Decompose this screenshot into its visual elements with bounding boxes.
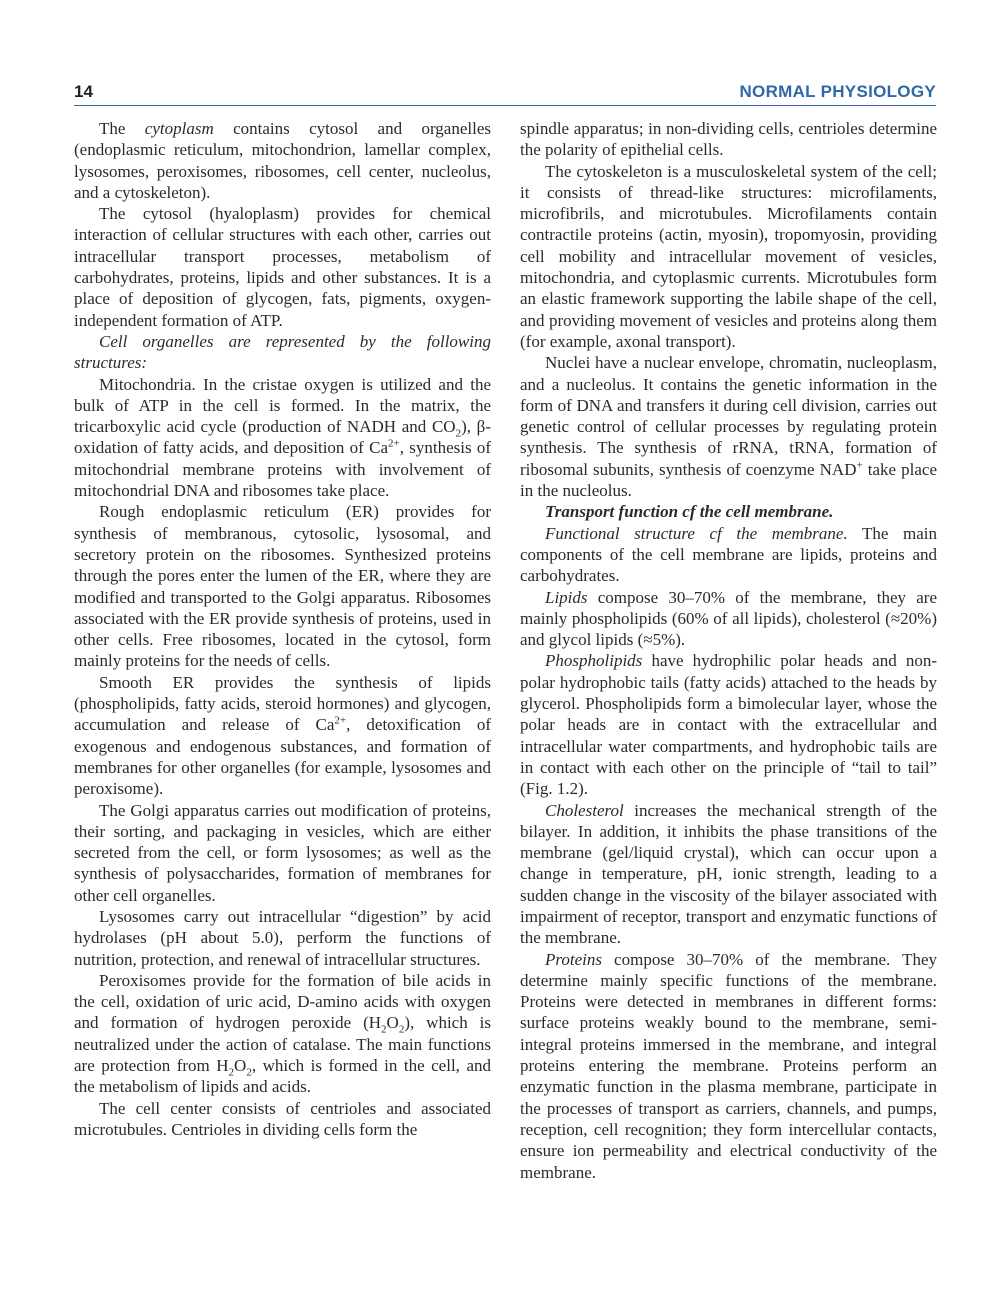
term-proteins: Proteins [545,949,602,969]
paragraph-proteins: Proteins compose 30–70% of the membrane. They determine mainly specific functions of the membrane. Proteins were detected in membranes in different forms: surface proteins weakly bound to the membrane, semi-integral proteins immersed in the membrane, and integral proteins entering the membrane. Proteins perform an enzymatic function in the plasma membrane, participate in the processes of transport as carriers, channels, and pumps, reception, cell recognition; they form intercellular contacts, ensure ion permeability and electrical conductivity of the membrane. [520,949,937,1182]
paragraph-cholesterol: Cholesterol increases the mechanical strength of the bilayer. In addition, it inhibits the phase transitions of the membrane (gel/liquid crystal), which can occur upon a change in temperature, pH, ionic strength, leading to a sudden change in the viscosity of the bilayer associated with impairment of receptor, transport and enzymatic functions of the membrane. [520,800,937,948]
term-lipids: Lipids [545,587,588,607]
subheading-functional-structure: Functional structure cf the membrane. [545,523,848,543]
page-number: 14 [74,82,93,101]
paragraph-lysosomes: Lysosomes carry out intracellular “digestion” by acid hydrolases (pH about 5.0), perform the functions of nutrition, protection, and renewal of intracellular structures. [74,906,491,969]
header-rule [74,105,936,106]
paragraph-peroxisomes: Peroxisomes provide for the formation of bile acids in the cell, oxidation of uric acid, D-amino acids with oxygen and formation of hydrogen peroxide $(H_2O_2)$, which is neutralized under the action of catalase. The main functions are protection from $H_2O_2$, which is formed in the cell, and the metabolism of lipids and acids. [74,970,491,1097]
term-phospholipids: Phospholipids [545,651,643,671]
paragraph-organelles-intro: Cell organelles are represented by the following structures: [74,331,491,373]
page-header [74,80,936,106]
running-title: NORMAL PHYSIOLOGY [739,82,936,101]
term-cholesterol: Cholesterol [545,800,624,820]
right-column [520,118,937,1183]
paragraph-mitochondria: Mitochondria. In the cristae oxygen is utilized and the bulk of ATP in the cell is formed. In the matrix, the tricarboxylic acid cycle (production of NADH and $CO_2$), β-oxidation of fatty acids, and deposition of $Ca^{2+}$, synthesis of mitochondrial membrane proteins with involvement of mitochondrial DNA and ribosomes take place. [74,374,491,501]
paragraph-golgi: The Golgi apparatus carries out modification of proteins, their sorting, and packaging in vesicles, which are either secreted from the cell, or form lysosomes; as well as the synthesis of polysaccharides, formation of membranes for other cell organelles. [74,800,491,905]
paragraph-cytoplasm: The cytoplasm contains cytosol and organelles (endoplasmic reticulum, mitochondrion, lamellar complex, lysosomes, peroxisomes, ribosomes, cell center, nucleolus, and a cytoskeleton). [74,119,492,202]
paragraph-smooth-er: Smooth ER provides the synthesis of lipids (phospholipids, fatty acids, steroid hormones) and glycogen, accumulation and release of $Ca^{2+}$, detoxification of exogenous and endogenous substances, and formation of membranes for other organelles (for example, lysosomes and peroxisome). [74,672,491,799]
paragraph-cytoskeleton: The cytoskeleton is a musculoskeletal system of the cell; it consists of thread-like structures: microfilaments, microfibrils, and microtubules. Microfilaments contain contractile proteins (actin, myosin), tropomyosin, providing cell mobility and intracellular movement of vesicles, mitochondria, and cytoplasmic currents. Microtubules form an elastic framework supporting the labile shape of the cell, and providing movement of vesicles and proteins along them (for example, axonal transport). [520,161,937,351]
paragraph-membrane-structure: Functional structure cf the membrane. The main components of the cell membrane are lipids, proteins and carbohydrates. [520,523,937,586]
paragraph-rough-er: Rough endoplasmic reticulum (ER) provides for synthesis of membranous, cytosolic, lysosomal, and secretory protein on the ribosomes. Synthesized proteins through the pores enter the lumen of the ER, where they are modified and transported to the Golgi apparatus. Ribosomes associated with the ER provide synthesis of proteins, used in other cells. Free ribosomes, located in the cytosol, form mainly proteins for the needs of cells. [74,502,491,671]
paragraph-lipids: Lipids compose 30–70% of the membrane, they are mainly phospholipids (60% of all lipids), cholesterol (≈20%) and glycol lipids (≈5%). [520,587,937,650]
paragraph-cell-center: The cell center consists of centrioles and associated microtubules. Centrioles in dividing cells form the [74,1098,491,1139]
paragraph-phospholipids: Phospholipids have hydrophilic polar heads and non-polar hydrophobic tails (fatty acids) attached to the heads by glycerol. Phospholipids form a bimolecular layer, whose the polar heads are in contact with the extracellular and intracellular water compartments, and hydrophobic tails are in contact with each other on the principle of “tail to tail” (Fig. 1.2). [520,651,937,799]
paragraph-cytosol: The cytosol (hyaloplasm) provides for chemical interaction of cellular structures with each other, carries out intracellular transport processes, metabolism of carbohydrates, proteins, lipids and other substances. It is a place of deposition of glycogen, fats, pigments, oxygen-independent formation of ATP. [74,204,491,330]
paragraph-spindle: spindle apparatus; in non-dividing cells, centrioles determine the polarity of epithelial cells. [520,119,937,160]
term-cytoplasm: cytoplasm [144,119,214,138]
paragraph-nuclei: Nuclei have a nuclear envelope, chromatin, nucleoplasm, and a nucleolus. It contains the genetic information in the form of DNA and transfers it during cell division, carries out genetic control of cellular processes by regulating protein synthesis. The synthesis of rRNA, tRNA, formation of ribosomal subunits, synthesis of coenzyme NAD+ take place in the nucleolus. [520,353,937,501]
left-column [74,118,491,1140]
section-heading-transport: Transport function cf the cell membrane. [545,502,834,522]
